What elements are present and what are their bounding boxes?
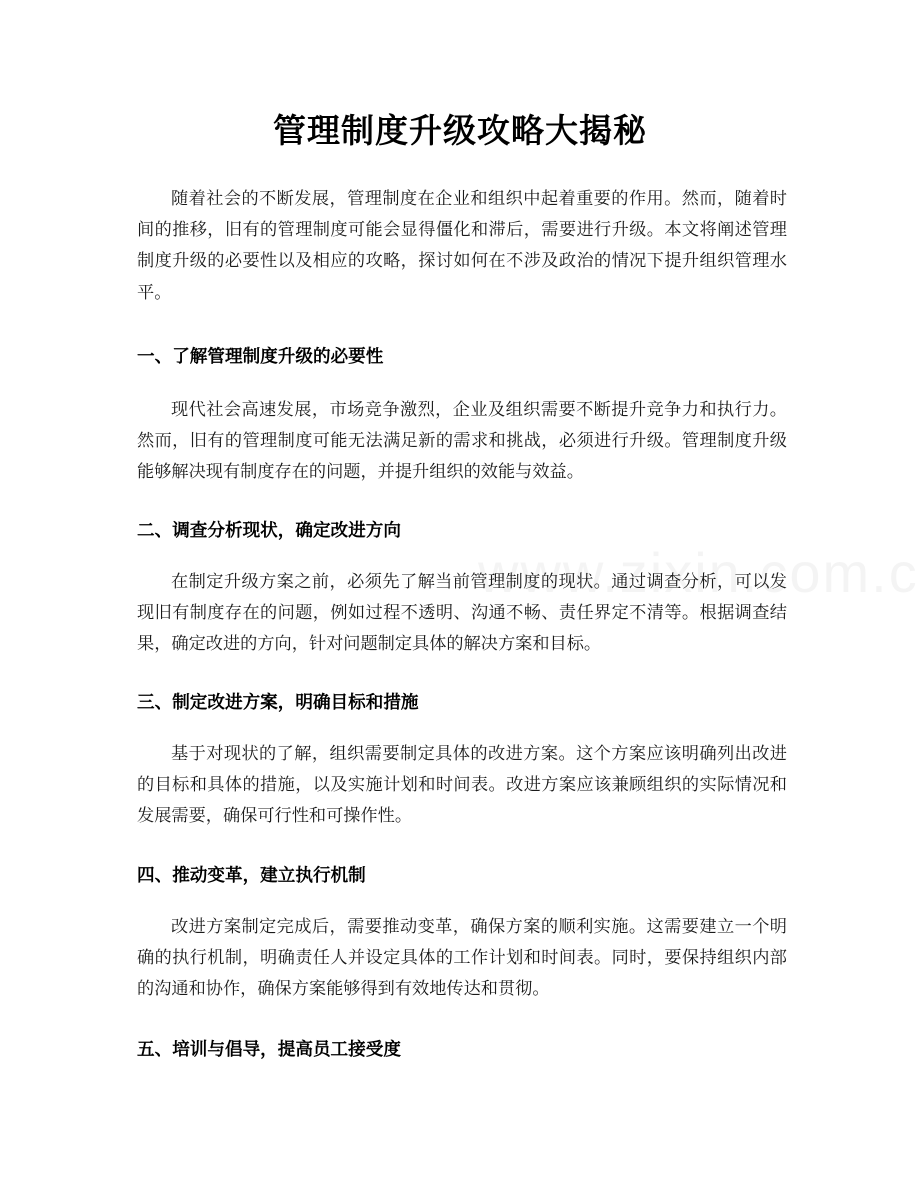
section-4-paragraph: 改进方案制定完成后，需要推动变革，确保方案的顺利实施。这需要建立一个明确的执行机制，明确责任人并设定具体的工作计划和时间表。同时，要保持组织内部的沟通和协作，确保方案能够得到有效地传达和贯彻。 [137, 917, 787, 1000]
section-2-heading: 二、调查分析现状，确定改进方向 [137, 521, 401, 541]
document-title: 管理制度升级攻略大揭秘 [273, 111, 647, 150]
section-1-paragraph: 现代社会高速发展，市场竞争激烈，企业及组织需要不断提升竞争力和执行力。然而，旧有的管理制度可能无法满足新的需求和挑战，必须进行升级。管理制度升级能够解决现有制度存在的问题，并提升组织的效能与效益。 [137, 400, 787, 483]
section-3-paragraph: 基于对现状的了解，组织需要制定具体的改进方案。这个方案应该明确列出改进的目标和具体的措施，以及实施计划和时间表。改进方案应该兼顾组织的实际情况和发展需要，确保可行性和可操作性。 [137, 744, 787, 827]
section-1-heading: 一、了解管理制度升级的必要性 [137, 347, 384, 367]
intro-paragraph: 随着社会的不断发展，管理制度在企业和组织中起着重要的作用。然而，随着时间的推移，旧有的管理制度可能会显得僵化和滞后，需要进行升级。本文将阐述管理制度升级的必要性以及相应的攻略，探讨如何在不涉及政治的情况下提升组织管理水平。 [137, 189, 787, 303]
section-3-heading: 三、制定改进方案，明确目标和措施 [137, 693, 419, 713]
section-4-heading: 四、推动变革，建立执行机制 [137, 866, 366, 886]
section-2-paragraph: 在制定升级方案之前，必须先了解当前管理制度的现状。通过调查分析，可以发现旧有制度存在的问题，例如过程不透明、沟通不畅、责任界定不清等。根据调查结果，确定改进的方向，针对问题制定具体的解决方案和目标。 [137, 572, 787, 655]
section-5-heading: 五、培训与倡导，提高员工接受度 [137, 1040, 401, 1060]
